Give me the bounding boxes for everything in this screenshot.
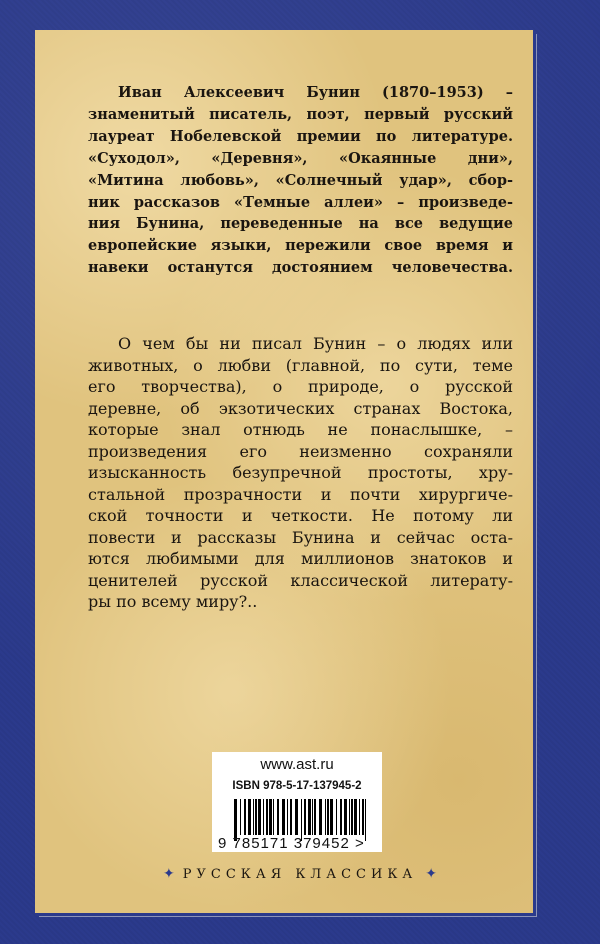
text-line: лауреат Нобелевской премии по литературе. <box>88 127 513 145</box>
barcode-bar <box>253 799 254 835</box>
barcode-bar <box>263 799 264 835</box>
barcode-bar <box>240 799 241 835</box>
barcode-bar <box>287 799 288 835</box>
text-line: навеки останутся достоянием человечества. <box>88 259 513 277</box>
barcode-bar <box>354 799 357 835</box>
isbn: ISBN 978-5-17-137945-2 <box>232 780 362 792</box>
text-line: ценителей русской классической литерату- <box>88 570 513 590</box>
barcode-bar <box>258 799 261 835</box>
series-label: РУССКАЯ КЛАССИКА <box>182 867 418 882</box>
barcode-bar <box>282 799 285 835</box>
text-line: О чем бы ни писал Бунин – о людях или <box>118 334 513 353</box>
barcode-bar <box>314 799 316 835</box>
text-line: ются любимыми для миллионов знатоков и <box>88 549 513 568</box>
barcode-bar <box>277 799 279 835</box>
barcode-bar <box>327 799 329 835</box>
barcode-bar <box>325 799 326 835</box>
barcode-bar <box>290 799 292 835</box>
barcode-bar <box>336 799 337 835</box>
barcode-bar <box>273 799 274 835</box>
text-line: деревне, об экзотических странах Востока, <box>88 398 513 418</box>
barcode-bar <box>304 799 306 835</box>
barcode-bar <box>344 799 347 835</box>
text-line: Иван Алексеевич Бунин (1870–1953) – <box>118 84 513 101</box>
barcode-bar <box>312 799 313 835</box>
barcode-bar <box>269 799 272 835</box>
barcode-bar <box>351 799 353 835</box>
text-line: ры по всему миру?.. <box>88 592 258 611</box>
text-line: стальной прозрачности и почти хирургиче- <box>88 484 513 504</box>
barcode-bar <box>308 799 311 835</box>
barcode-digits: 9 785171 379452 > <box>218 835 365 852</box>
text-line: животных, о любви (главной, по сути, теме <box>88 355 513 375</box>
barcode-bar <box>255 799 257 835</box>
text-line: европейские языки, пережили свое время и <box>88 237 513 255</box>
text-line: «Суходол», «Деревня», «Окаянные дни», <box>88 149 513 167</box>
text-line: ния Бунина, переведенные на все ведущие <box>88 215 513 233</box>
barcode-bar <box>244 799 246 835</box>
series-title <box>0 866 600 882</box>
barcode-box <box>212 752 382 852</box>
ornament-icon: ✦ <box>425 866 437 882</box>
barcode-bar <box>349 799 350 835</box>
text-line: «Митина любовь», «Солнечный удар», сбор- <box>88 171 513 189</box>
barcode-bar <box>330 799 333 835</box>
text-line: ник рассказов «Темные аллеи» – произведе- <box>88 193 513 211</box>
barcode-bar <box>319 799 322 835</box>
text-line: изысканность безупречной простоты, хру- <box>88 463 513 482</box>
barcode-bar <box>362 799 364 835</box>
barcode-bar <box>340 799 342 835</box>
text-line: его творчества), о природе, о русской <box>88 377 513 396</box>
ornament-icon: ✦ <box>163 866 175 882</box>
text-line: произведения его неизменно сохраняли <box>88 441 513 461</box>
barcode-bar <box>266 799 268 835</box>
barcode-bar <box>295 799 298 835</box>
publisher-url: www.ast.ru <box>260 756 334 773</box>
barcode-bar <box>359 799 360 835</box>
text-line: ской точности и четкости. Не потому ли <box>88 506 513 525</box>
text-line: повести и рассказы Бунина и сейчас оста- <box>88 527 513 547</box>
text-line: знаменитый писатель, поэт, первый русский <box>88 105 513 123</box>
barcode-bar <box>248 799 251 835</box>
text-line: которые знал отнюдь не понаслышке, – <box>88 420 513 439</box>
